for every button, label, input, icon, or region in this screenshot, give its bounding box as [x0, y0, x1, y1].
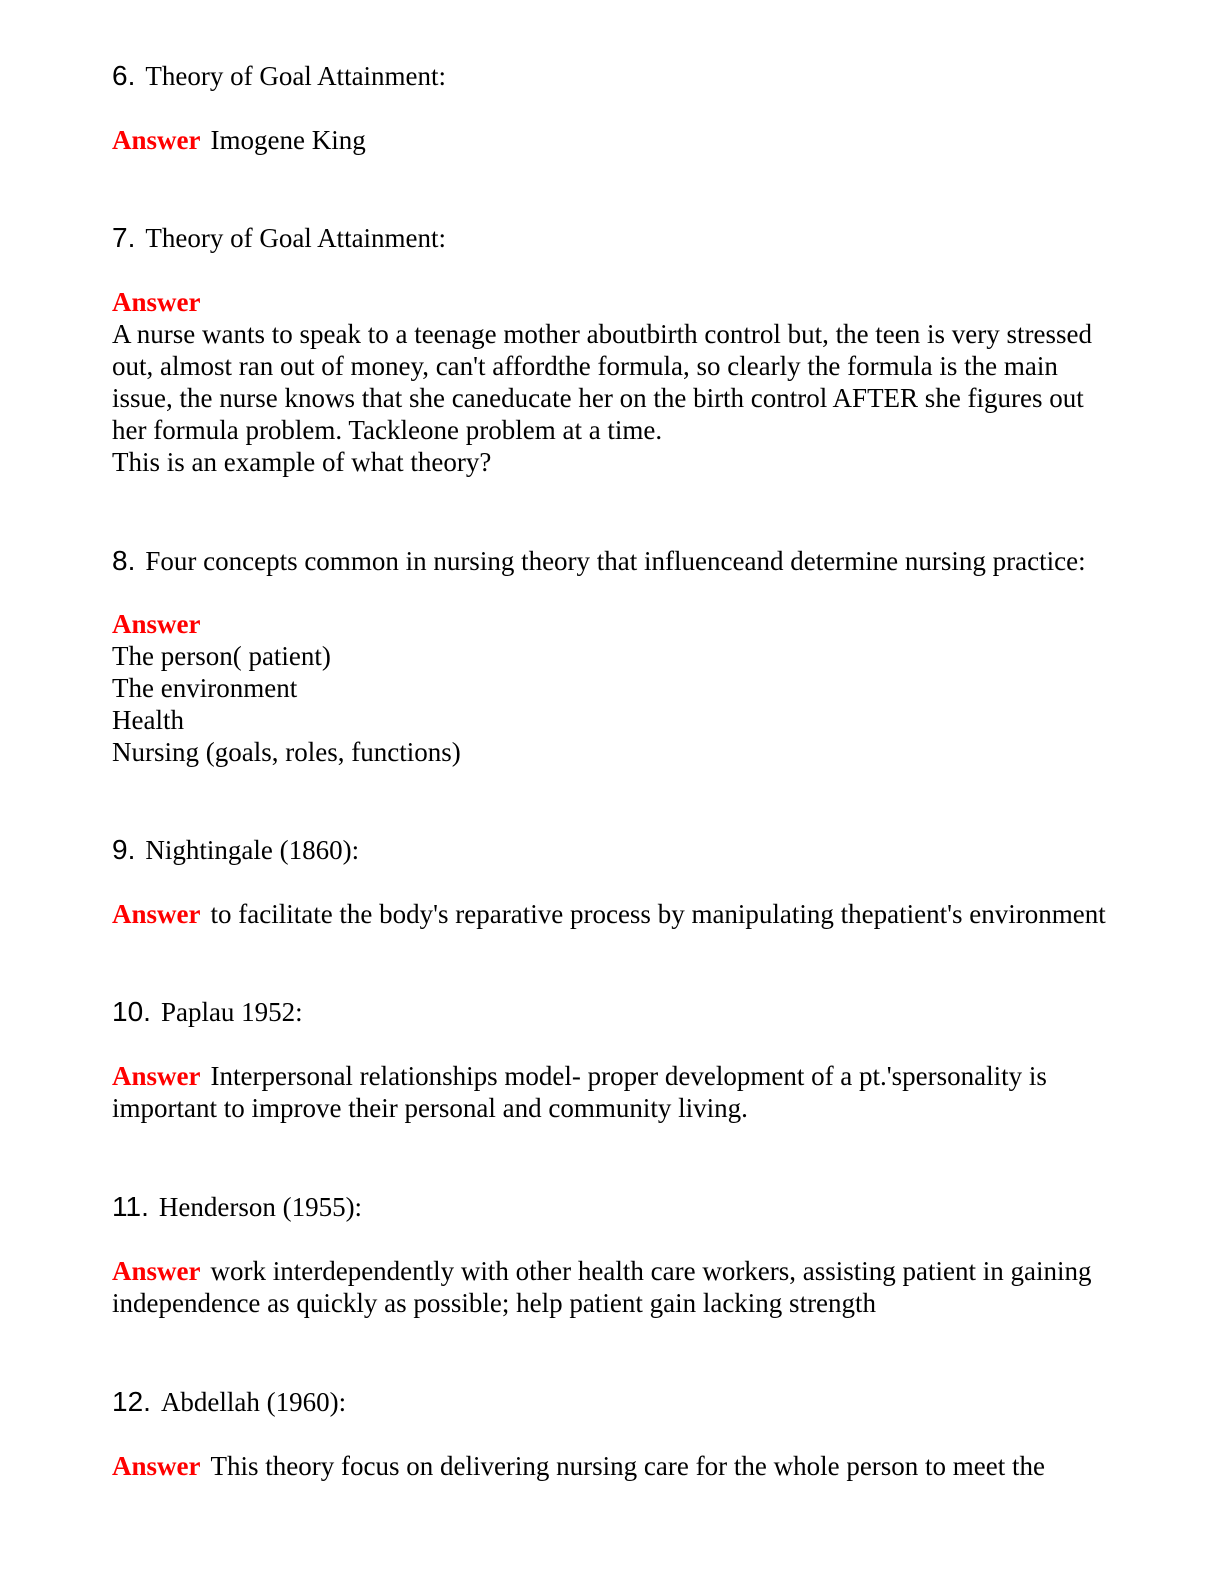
answer-label: Answer — [112, 899, 201, 929]
answer-text-line: out, almost ran out of money, can't affordthe formula, so clearly the formula is the main — [112, 351, 1058, 381]
answer-label: Answer — [112, 1061, 201, 1091]
answer-text-line: The person( patient) — [112, 641, 331, 671]
question-number: 12. — [112, 1386, 151, 1417]
question-text: Abdellah (1960): — [160, 1387, 347, 1417]
answer-text: work interdependently with other health care workers, assisting patient in gaining — [210, 1256, 1092, 1286]
question-line — [112, 834, 1152, 866]
answer-text-line: issue, the nurse knows that she caneducate her on the birth control AFTER she figures out — [112, 383, 1084, 413]
question-number: 7. — [112, 222, 136, 253]
answer-text: to facilitate the body's reparative process by manipulating thepatient's environment — [210, 899, 1106, 929]
answer-text-line: her formula problem. Tackleone problem at a time. — [112, 415, 663, 445]
question-number: 9. — [112, 834, 136, 865]
question-item — [112, 834, 1152, 866]
answer-item — [112, 1450, 1152, 1482]
question-text: Four concepts common in nursing theory that influenceand determine nursing practice: — [145, 546, 1086, 576]
answer-text-line: A nurse wants to speak to a teenage mother aboutbirth control but, the teen is very stressed — [112, 319, 1092, 349]
question-item — [112, 60, 1152, 92]
answer-text: Imogene King — [210, 125, 366, 155]
answer-item — [112, 124, 1152, 156]
answer-text-line: Nursing (goals, roles, functions) — [112, 737, 461, 767]
answer-item — [112, 1060, 1152, 1124]
question-text: Henderson (1955): — [158, 1192, 363, 1222]
answer-text-line: The environment — [112, 673, 298, 703]
question-text: Theory of Goal Attainment: — [145, 61, 447, 91]
question-line — [112, 996, 1152, 1028]
answer-line — [112, 124, 1152, 156]
answer-line — [112, 1450, 1152, 1482]
answer-item — [112, 1255, 1152, 1319]
question-number: 8. — [112, 545, 136, 576]
answer-line — [112, 1255, 1152, 1287]
question-text: Paplau 1952: — [160, 997, 303, 1027]
question-line — [112, 545, 1152, 577]
answer-label: Answer — [112, 1451, 201, 1481]
question-item — [112, 1191, 1152, 1223]
question-number: 11. — [112, 1191, 149, 1222]
answer-text: Interpersonal relationships model- proper development of a pt.'spersonality is — [210, 1061, 1047, 1091]
answer-line — [112, 898, 1152, 930]
question-number: 10. — [112, 996, 151, 1027]
answer-item — [112, 286, 1152, 478]
question-line — [112, 1386, 1152, 1418]
question-text: Theory of Goal Attainment: — [145, 223, 447, 253]
answer-text-line: Health — [112, 705, 184, 735]
answer-item — [112, 898, 1152, 930]
question-item — [112, 545, 1152, 577]
question-number: 6. — [112, 60, 136, 91]
question-line — [112, 222, 1152, 254]
question-item — [112, 996, 1152, 1028]
answer-text-line: important to improve their personal and community living. — [112, 1093, 748, 1123]
question-item — [112, 222, 1152, 254]
answer-label: Answer — [112, 287, 201, 317]
answer-line — [112, 1060, 1152, 1092]
answer-label: Answer — [112, 609, 201, 639]
answer-text-line: independence as quickly as possible; help patient gain lacking strength — [112, 1288, 877, 1318]
answer-text-line: This is an example of what theory? — [112, 447, 492, 477]
question-line — [112, 1191, 1152, 1223]
answer-text: This theory focus on delivering nursing care for the whole person to meet the — [210, 1451, 1046, 1481]
question-item — [112, 1386, 1152, 1418]
answer-label: Answer — [112, 1256, 201, 1286]
question-line — [112, 60, 1152, 92]
question-text: Nightingale (1860): — [145, 835, 360, 865]
answer-label: Answer — [112, 125, 201, 155]
answer-item — [112, 608, 1152, 768]
